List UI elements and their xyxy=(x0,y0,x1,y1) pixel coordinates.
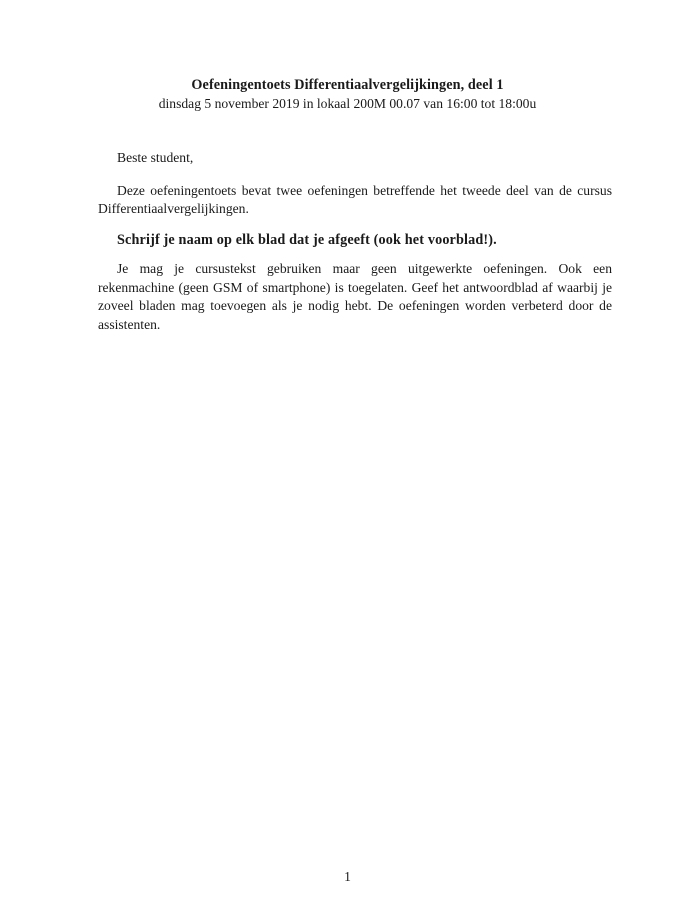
document-title: Oefeningentoets Differentiaalvergelijkingen, deel 1 xyxy=(191,77,504,93)
exam-schedule: dinsdag 5 november 2019 in lokaal 200M 00.07 van 16:00 tot 18:00u xyxy=(158,96,537,111)
name-notice: Schrijf je naam op elk blad dat je afgeeft (ook het voorblad!). xyxy=(117,231,497,248)
document-header xyxy=(0,76,695,113)
greeting-paragraph: Beste student, xyxy=(117,150,194,165)
page-number: 1 xyxy=(344,869,351,884)
rules-paragraph: Je mag je cursustekst gebruiken maar geen uitgewerkte oefeningen. Ook een rekenmachine (geen GSM of smartphone) is toegelaten. Geef het antwoordblad af waarbij je zoveel bladen mag toevoegen als je nodig hebt. De oefeningen worden verbeterd door de assistenten. xyxy=(98,261,612,332)
intro-paragraph: Deze oefeningentoets bevat twee oefeningen betreffende het tweede deel van de cursus Differentiaalvergelijkingen. xyxy=(98,182,612,216)
document-body xyxy=(98,149,612,334)
